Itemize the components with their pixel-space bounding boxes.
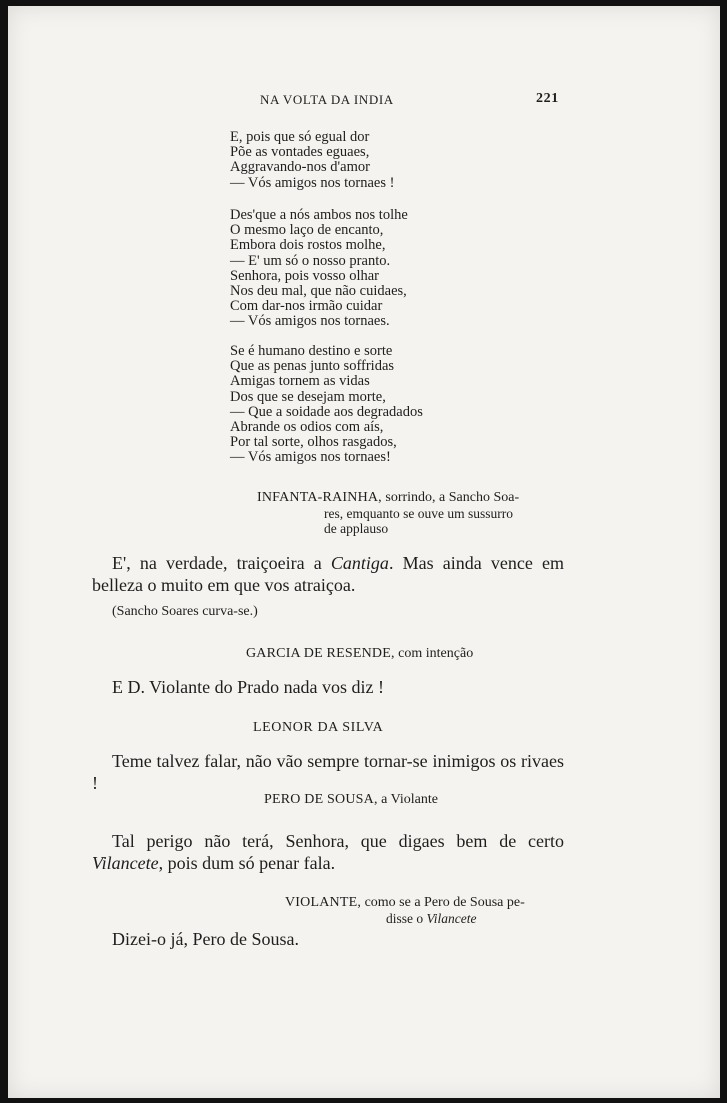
running-title: NA VOLTA DA INDIA — [260, 92, 394, 107]
verse-line: — Que a soidade aos degradados — [230, 403, 423, 420]
speaker-heading — [246, 646, 473, 662]
speaker-heading — [285, 895, 525, 911]
verse-stanza-3 — [230, 344, 423, 466]
verse-line: Abrande os odios com aís, — [230, 419, 384, 436]
verse-line: Nos deu mal, que não cuidaes, — [230, 283, 407, 300]
book-page — [8, 6, 720, 1098]
page-number: 221 — [536, 91, 559, 106]
speech-paragraph: E D. Violante do Prado nada vos diz ! — [112, 677, 385, 697]
speech-paragraph — [92, 830, 564, 874]
verse-line: Amigas tornem as vidas — [230, 373, 370, 390]
speech-text: Tal perigo não terá, Senhora, que digaes bem de certo — [112, 831, 564, 851]
speaker-heading — [257, 490, 519, 506]
verse-line: Põe as vontades eguaes, — [230, 144, 370, 161]
speaker-name: INFANTA-RAINHA, — [257, 490, 382, 505]
stage-direction: (Sancho Soares curva-se.) — [112, 604, 258, 619]
speaker-name: GARCIA DE RESENDE, — [246, 646, 395, 661]
stage-text: disse o — [386, 911, 427, 926]
verse-line: Senhora, pois vosso olhar — [230, 267, 380, 284]
verse-line: Com dar-nos irmão cuidar — [230, 298, 383, 315]
verse-line: — Vós amigos nos tornaes ! — [230, 174, 395, 191]
verse-line: E, pois que só egual dor — [230, 129, 370, 145]
verse-line: Por tal sorte, olhos rasgados, — [230, 434, 397, 451]
verse-line: Des'que a nós ambos nos tolhe — [230, 207, 408, 223]
speaker-name: PERO DE SOUSA, — [264, 792, 378, 807]
stage-direction — [386, 911, 476, 926]
italic-title: Vilancete — [92, 853, 159, 873]
speech-text: . Mas ainda vence em belleza o muito em que vos atraiçoa. — [92, 553, 564, 595]
speech-text: E', na verdade, traiçoeira a — [112, 553, 331, 573]
stage-direction: sorrindo, a Sancho Soa- — [385, 490, 520, 505]
speaker-name: VIOLANTE, — [285, 895, 362, 910]
italic-title: Vilancete — [426, 911, 477, 926]
speech-paragraph: Dizei-o já, Pero de Sousa. — [112, 929, 299, 949]
verse-stanza-2 — [230, 208, 408, 330]
verse-line: Aggravando-nos d'amor — [230, 159, 370, 176]
stage-direction: como se a Pero de Sousa pe- — [364, 895, 525, 910]
verse-line: — E' um só o nosso pranto. — [230, 252, 391, 269]
verse-line: Embora dois rostos molhe, — [230, 237, 386, 254]
italic-title: Cantiga — [330, 553, 389, 573]
verse-line: Dos que se desejam morte, — [230, 388, 386, 405]
speech-paragraph — [92, 552, 564, 596]
stage-direction: a Violante — [381, 792, 438, 807]
verse-line: Se é humano destino e sorte — [230, 343, 393, 359]
speech-paragraph: Teme talvez falar, não vão sempre tornar-se inimigos os rivaes ! — [92, 751, 564, 793]
stage-direction: com intenção — [398, 646, 474, 661]
speaker-name: LEONOR DA SILVA — [253, 720, 384, 735]
verse-line: — Vós amigos nos tornaes. — [230, 313, 390, 330]
stage-direction: res, emquanto se ouve um sussurro — [324, 506, 513, 521]
verse-stanza-1 — [230, 130, 394, 191]
speech-text: , pois dum só penar fala. — [158, 853, 336, 873]
speaker-heading — [264, 792, 438, 808]
stage-direction: de applauso — [324, 521, 389, 536]
verse-line: Que as penas junto soffridas — [230, 358, 395, 375]
verse-line: — Vós amigos nos tornaes! — [230, 449, 391, 466]
verse-line: O mesmo laço de encanto, — [230, 222, 384, 239]
